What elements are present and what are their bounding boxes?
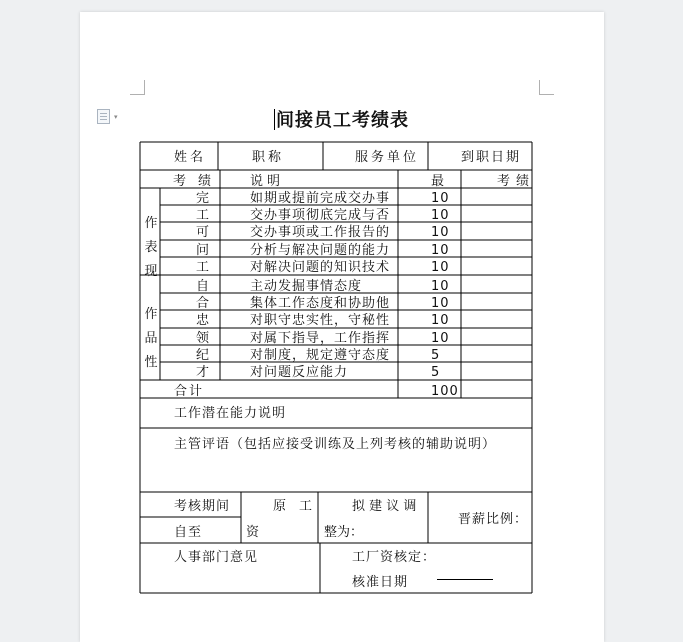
table-row-desc: 对制度，规定遵守态度 [250,348,391,363]
column-header-description: 说明 [250,174,285,189]
total-label: 合计 [174,384,205,399]
table-row-desc: 对属下指导，工作指挥 [250,331,391,346]
table-row-item: 忠 [196,313,211,328]
signature-line [437,579,493,580]
approval-date-label: 核准日期 [352,575,409,590]
potential-label: 工作潜在能力说明 [174,406,287,421]
table-row-desc: 对职守忠实性，守秘性 [250,313,391,328]
table-row-desc: 对解决问题的知识技术 [250,260,391,275]
table-row-score: 10 [431,331,450,346]
table-row-item: 领 [196,331,211,346]
table-row-item: 完 [196,191,211,206]
original-salary-label-2: 资 [246,525,260,540]
table-row-desc: 交办事项或工作报告的 [250,225,391,240]
table-row-desc: 如期或提前完成交办事 [250,191,391,206]
column-header-kaoji: 考绩 [173,174,224,189]
proposed-adjust-label-2: 整为： [324,525,364,540]
table-row-score: 10 [431,296,450,311]
title-text: 间接员工考绩表 [276,110,409,131]
original-salary-label-1: 原 工 [273,499,313,514]
header-name: 姓名 [174,150,207,165]
table-row-score: 10 [431,279,450,294]
header-title: 职称 [252,150,285,165]
table-row-item: 工 [196,208,211,223]
total-value: 100 [431,384,459,399]
table-row-desc: 分析与解决问题的能力 [250,243,391,258]
proposed-adjust-label-1: 拟 建 议 调 [352,499,417,514]
table-row-item: 工 [196,260,211,275]
table-row-score: 10 [431,313,450,328]
header-start-date: 到职日期 [461,150,522,165]
table-row-item: 合 [196,296,211,311]
table-row-desc: 对问题反应能力 [250,365,349,380]
table-row-item: 问 [196,243,211,258]
chevron-down-icon[interactable]: ▾ [114,113,118,121]
period-value: 自至 [174,525,203,540]
table-row-desc: 主动发掘事情态度 [250,279,363,294]
table-row-score: 10 [431,225,450,240]
table-row-item: 纪 [196,348,211,363]
table-row-score: 5 [431,365,441,380]
header-department: 服务单位 [355,150,420,165]
table-row-score: 10 [431,243,450,258]
table-row-desc: 交办事项彻底完成与否 [250,208,391,223]
period-label: 考核期间 [174,499,231,514]
table-row-score: 10 [431,191,450,206]
table-row-score: 10 [431,208,450,223]
table-row-desc: 集体工作态度和协助他 [250,296,391,311]
supervisor-comment-label: 主管评语（包括应接受训练及上列考核的辅助说明） [174,437,497,452]
group-label-work-character: 作品性 [144,307,158,370]
table-row-score: 10 [431,260,450,275]
group-label-work-performance: 作表现 [144,216,158,279]
hr-opinion-label: 人事部门意见 [174,550,259,565]
table-row-score: 5 [431,348,441,363]
table-row-item: 自 [196,279,211,294]
factory-approval-label: 工厂资核定： [352,550,437,565]
table-row-item: 才 [196,365,211,380]
table-row-item: 可 [196,225,211,240]
column-header-score: 考绩 [497,174,536,189]
column-header-max: 最 [431,174,446,189]
raise-ratio-label: 晋薪比例： [458,512,529,527]
